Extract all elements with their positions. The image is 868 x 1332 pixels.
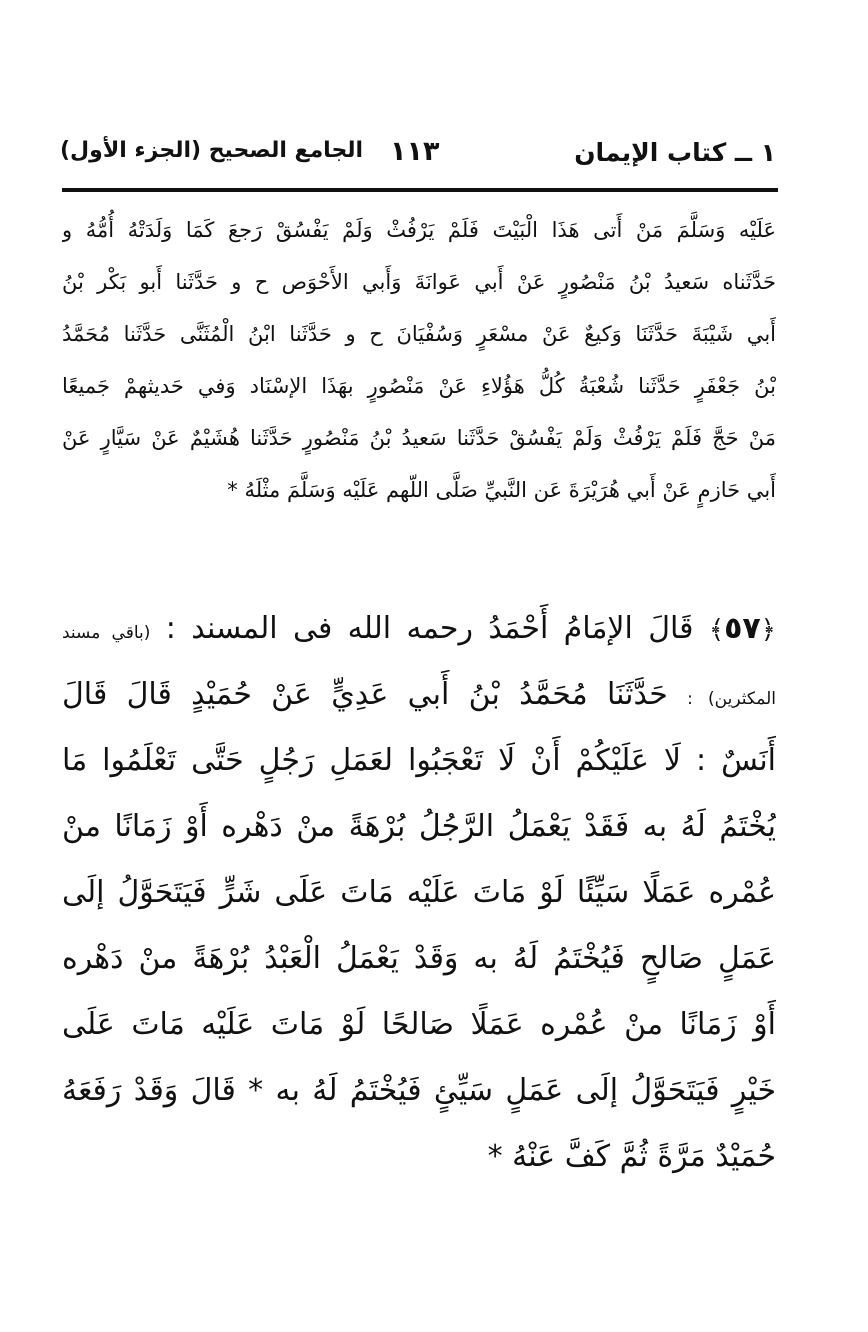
source-reference-cont: المكثرين) : <box>687 689 776 709</box>
running-header <box>60 128 776 178</box>
book-title: الجامع الصحيح (الجزء الأول) <box>60 138 364 163</box>
hadith-intro: قَالَ الإمَامُ أَحْمَدُ رحمه الله فى المسند : <box>165 611 694 646</box>
text-line: يُخْتَمُ لَهُ به فَقَدْ يَعْمَلُ الرَّجُلُ بُرْهَةً منْ دَهْره أَوْ زَمَانًا منْ <box>62 809 776 844</box>
text-line: أَوْ زَمَانًا منْ عُمْره عَمَلًا صَالحًا لَوْ مَاتَ عَلَيْه مَاتَ عَلَى <box>62 1007 776 1042</box>
page-number: ١١٣ <box>390 136 440 167</box>
header-divider <box>62 188 778 192</box>
text-line: مَنْ حَجَّ فَلَمْ يَرْفُثْ وَلَمْ يَفْسُقْ حَدَّثَنا سَعيدُ بْنُ مَنْصُورٍ حَدَّثَنا هُشَيْمٌ عَنْ سَيَّارٍ عَنْ <box>62 426 776 450</box>
hadith-57-text <box>62 596 776 1190</box>
text-line: عَلَيْه وَسَلَّمَ مَنْ أَتى هَذَا الْبَيْتَ فَلَمْ يَرْفُثْ وَلَمْ يَفْسُقْ رَجعَ كَمَا وَلَدَتْهُ أُمُّهُ و <box>62 218 776 242</box>
text-line: أَبي شَيْبَةَ حَدَّثَنَا وَكيعٌ عَنْ مسْعَرٍ وَسُفْيَانَ ح و حَدَّثَنا ابْنُ الْمُثَنَّى حَدَّثَنا مُحَمَّدُ <box>62 322 776 346</box>
source-reference: (باقي مسند <box>62 623 151 643</box>
text-line <box>62 662 776 728</box>
ornament-open: ﴿ <box>760 615 776 645</box>
text-line: عَمَلٍ صَالحٍ فَيُخْتَمُ لَهُ به وَقَدْ يَعْمَلُ الْعَبْدُ بُرْهَةً منْ دَهْره <box>62 941 776 976</box>
text-line: أَبي حَازمٍ عَنْ أَبي هُرَيْرَةَ عَن النَّبيِّ صَلَّى اللّهم عَلَيْه وَسَلَّمَ مثْلَهُ * <box>227 478 776 502</box>
chapter-title: ١ ــ كتاب الإيمان <box>574 138 776 167</box>
text-line: حُمَيْدٌ مَرَّةً ثُمَّ كَفَّ عَنْهُ * <box>487 1139 776 1174</box>
text-line: عُمْره عَمَلًا سَيِّئًا لَوْ مَاتَ عَلَيْه مَاتَ عَلَى شَرٍّ فَيَتَحَوَّلُ إلَى <box>62 875 776 910</box>
hadith-heading-line <box>62 596 776 662</box>
text-line: حَدَّثَناه سَعيدُ بْنُ مَنْصُورٍ عَنْ أَبي عَوانَةَ وَأَبي الأَحْوَص ح و حَدَّثَنا أَبو بَكْر بْنُ <box>62 270 776 294</box>
isnad-text: حَدَّثَنَا مُحَمَّدُ بْنُ أَبي عَدِيٍّ عَنْ حُمَيْدٍ قَالَ قَالَ <box>62 677 668 712</box>
text-line: خَيْرٍ فَيَتَحَوَّلُ إلَى عَمَلٍ سَيِّئٍ فَيُخْتَمُ لَهُ به * قَالَ وَقَدْ رَفَعَهُ <box>62 1073 776 1108</box>
text-line: بْنُ جَعْفَرٍ حَدَّثَنا شُعْبَةُ كُلُّ هَؤُلاءِ عَنْ مَنْصُورٍ بهَذَا الإسْنَاد وَفي حَديثهمْ جَميعًا <box>62 374 776 398</box>
text-line: أَنَسٌ : لَا عَلَيْكُمْ أَنْ لَا تَعْجَبُوا لعَمَلِ رَجُلٍ حَتَّى تَعْلَمُوا مَا <box>62 743 776 778</box>
hadith-number: ٥٧ <box>724 611 761 646</box>
previous-hadith-text <box>62 204 776 516</box>
ornament-close: ﴾ <box>708 615 725 645</box>
